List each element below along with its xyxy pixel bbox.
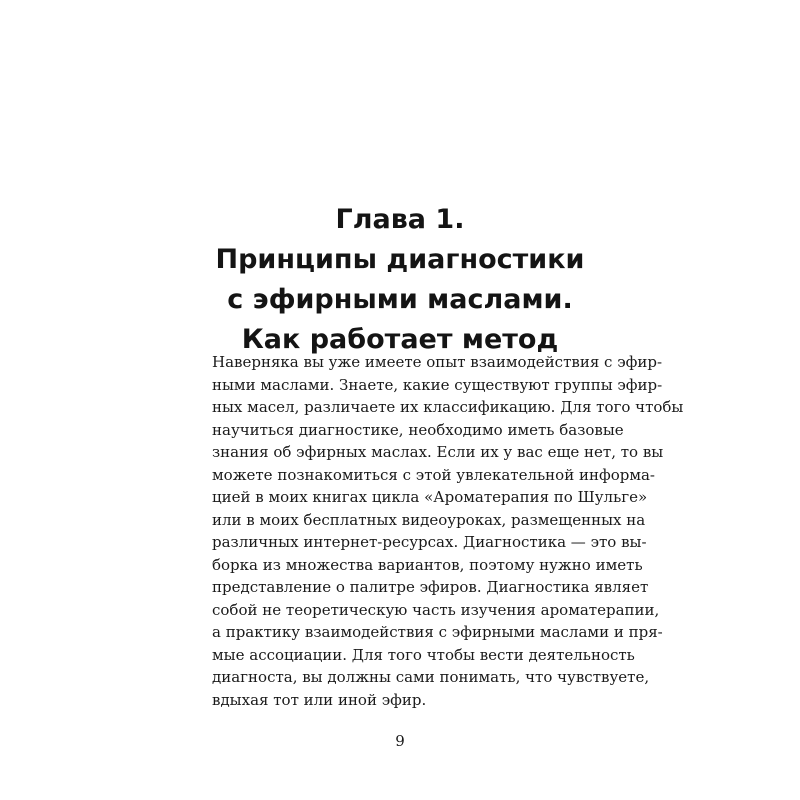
page-number: 9 (395, 732, 405, 750)
chapter-title-line: с эфирными маслами. (227, 284, 573, 315)
body-paragraph (212, 351, 684, 711)
paragraph-line: диагноста, вы должны сами понимать, что чувствуете, (212, 668, 650, 686)
paragraph-line: ными маслами. Знаете, какие существуют группы эфир- (212, 375, 663, 394)
paragraph-line: знания об эфирных маслах. Если их у вас еще нет, то вы (212, 443, 664, 461)
paragraph-line: а практику взаимодействия с эфирными маслами и пря- (212, 623, 663, 641)
paragraph-line: мые ассоциации. Для того чтобы вести деятельность (212, 645, 635, 664)
chapter-title-line: Принципы диагностики (215, 244, 585, 275)
paragraph-line: Наверняка вы уже имеете опыт взаимодействия с эфир- (212, 353, 663, 371)
paragraph-line: вдыхая тот или иной эфир. (212, 690, 427, 709)
chapter-title-line: Как работает метод (241, 324, 559, 355)
paragraph-line: цией в моих книгах цикла «Ароматерапия по Шульге» (212, 488, 648, 506)
paragraph-line: собой не теоретическую часть изучения ароматерапии, (212, 600, 660, 619)
paragraph-line: представление о палитре эфиров. Диагностика являет (212, 578, 649, 596)
paragraph-line: ных масел, различаете их классификацию. Для того чтобы (212, 398, 684, 416)
chapter-title (0, 200, 800, 360)
paragraph-line: научиться диагностике, необходимо иметь базовые (212, 420, 624, 439)
paragraph-line: можете познакомиться с этой увлекательной информа- (212, 465, 656, 484)
paragraph-line: различных интернет-ресурсах. Диагностика — это вы- (212, 533, 647, 551)
paragraph-line: борка из множества вариантов, поэтому нужно иметь (212, 555, 643, 574)
paragraph-line: или в моих бесплатных видеоуроках, размещенных на (212, 510, 646, 529)
chapter-title-line: Глава 1. (335, 204, 465, 235)
